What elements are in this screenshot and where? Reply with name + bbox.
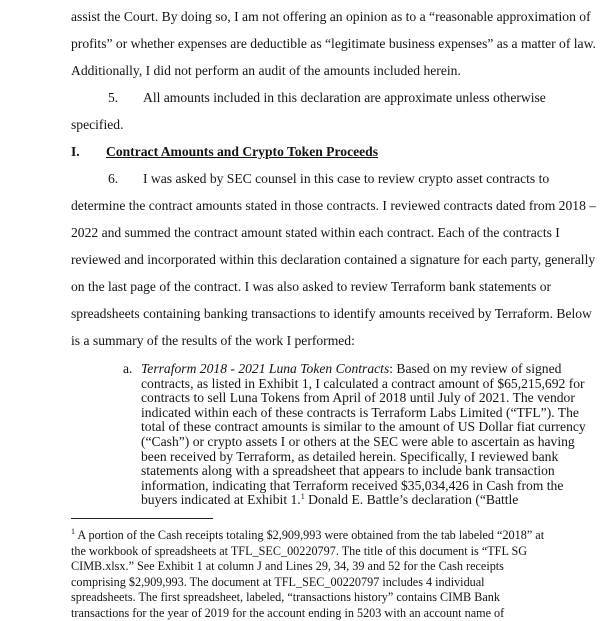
list-item-line: information, indicating that Terraform received $35,034,426 in Cash from the <box>141 477 564 493</box>
footnote-line: transactions for the year of 2019 for the account ending in 5203 with an account name of <box>71 605 505 620</box>
footnote-reference[interactable]: 1 <box>300 492 305 502</box>
body-line: Additionally, I did not perform an audit of the amounts included herein. <box>71 63 461 78</box>
footnote-separator <box>71 518 213 519</box>
section-heading <box>71 144 378 160</box>
paragraph-text: I was asked by SEC counsel in this case to review crypto asset contracts to <box>143 171 550 186</box>
list-item-line: contracts, as listed in Exhibit 1, I calculated a contract amount of $65,215,692 for <box>141 375 585 391</box>
footnote-line: comprising $2,909,993. The document at TFL_SEC_00220797 includes 4 individual <box>71 574 485 589</box>
footnote-line: spreadsheets. The first spreadsheet, labeled, “transactions history” contains CIMB Bank <box>71 590 500 604</box>
paragraph-5-first-line <box>108 90 546 106</box>
body-line: on the last page of the contract. I was also asked to review Terraform bank statements or <box>71 279 552 294</box>
body-line: assist the Court. By doing so, I am not offering an opinion as to a “reasonable approximation of <box>71 9 591 24</box>
paragraph-number: 6. <box>108 171 119 186</box>
paragraph-6-first-line <box>108 171 549 187</box>
list-item-line: total of these contract amounts is similar to the amount of US Dollar fiat currency <box>141 419 586 435</box>
footnote-line: the workbook of spreadsheets at TFL_SEC_00220797. The title of this document is “TFL SG <box>71 543 528 558</box>
footnote-line: CIMB.xlsx.” See Exhibit 1 at column J and Lines 29, 34, 39 and 52 for the Cash receipts <box>71 559 504 573</box>
footnote-line <box>71 528 544 543</box>
list-item-line: indicated within each of these contracts is Terraform Labs Limited (“TFL”). The <box>141 404 579 420</box>
list-item-line <box>141 362 561 377</box>
list-item-text: buyers indicated at Exhibit 1. <box>141 492 301 508</box>
body-line: spreadsheets containing banking transactions to identify amounts received by Terraform. Below <box>71 306 592 321</box>
list-item-text: : Based on my review of signed <box>389 361 562 376</box>
section-title: Contract Amounts and Crypto Token Proceeds <box>106 144 379 159</box>
paragraph-number: 5. <box>108 90 119 105</box>
body-line: determine the contract amounts stated in those contracts. I reviewed contracts dated from 2018 – <box>71 198 597 213</box>
list-item-line: statements along with a spreadsheet that appears to include bank transaction <box>141 463 555 479</box>
paragraph-text: All amounts included in this declaration are approximate unless otherwise <box>143 90 546 105</box>
body-line: reviewed and incorporated within this declaration contained a signature for each party, generally <box>71 252 596 267</box>
footnote-marker: 1 <box>71 527 75 536</box>
body-line: is a summary of the results of the work I performed: <box>71 333 355 348</box>
footnote-text: A portion of the Cash receipts totaling $2,909,993 were obtained from the tab labeled “2018” at <box>75 528 545 542</box>
body-line: specified. <box>71 117 124 132</box>
body-line: profits” or whether expenses are deductible as “legitimate business expenses” as a matter of law. <box>71 36 596 51</box>
body-line: 2022 and summed the contract amount stated within each contract. Each of the contracts I <box>71 225 560 240</box>
list-item-line: contracts to sell Luna Tokens from April of 2018 until July of 2021. The vendor <box>141 390 575 406</box>
list-item-line: (“Cash”) or crypto assets I or others at the SEC were able to ascertain as having <box>141 434 575 449</box>
section-number: I. <box>71 144 80 159</box>
list-item-line <box>141 493 518 508</box>
list-item-line: been received by Terraform, as detailed herein. Specifically, I reviewed bank <box>141 448 559 464</box>
list-marker: a. <box>123 361 133 376</box>
list-item-title: Terraform 2018 - 2021 Luna Token Contracts <box>141 361 390 376</box>
list-item-text: Donald E. Battle’s declaration (“Battle <box>304 492 519 508</box>
